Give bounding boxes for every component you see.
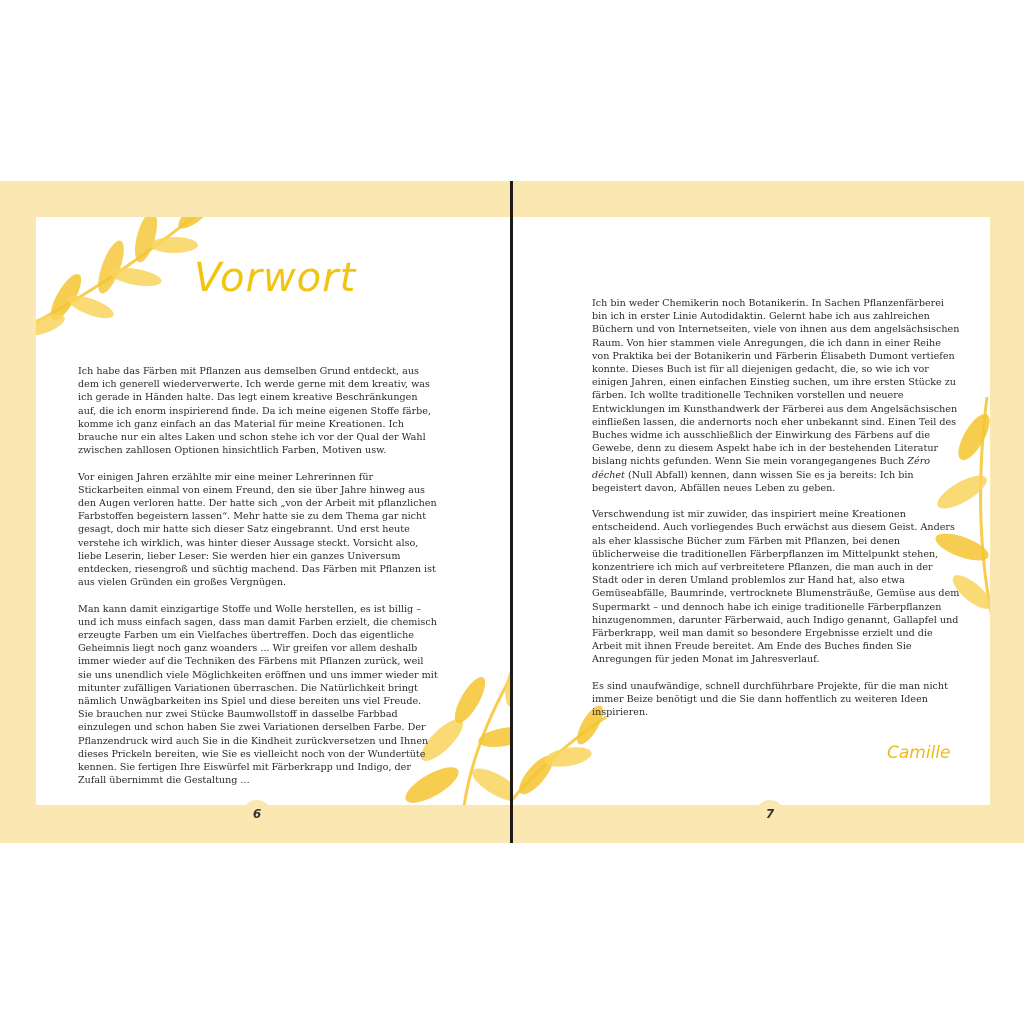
paragraph: Man kann damit einzigartige Stoffe und Wolle herstellen, es ist billig – und ich muss einfach sagen, dass man damit Farben erzielt, die chemisch erzeugte Farben um ein Vielfaches übertreffen. Doch das eigentliche Geheimnis liegt noch ganz woanders ... Wir greifen vor allem deshalb immer wieder auf die Techniken des Färbens mit Pflanzen zurück, weil sie uns unendlich viele Möglichkeiten eröffnen und uns immer wieder mit mitunter zufälligen Variationen überraschen. Die Natürlichkeit bringt nämlich Unwägbarkeiten ins Spiel und diese bereiten uns viel Freude. Sie brauchen nur zwei Stücke Baumwollstoff in dasselbe Farbbad einzulegen und schon haben Sie zwei Variationen derselben Farbe. Der Pflanzendruck wird auch Sie in die Kindheit zurückversetzen und Ihnen dieses Prickeln bereiten, wie Sie es vielleicht noch von der Wundertüte kennen. Sie fertigen Ihre Eiswürfel mit Färberkrapp und Indigo, der Zufall übernimmt die Gestaltung ...	[78, 603, 438, 787]
paragraph: Vor einigen Jahren erzählte mir eine meiner Lehrerinnen für Stickarbeiten einmal von einem Freund, den sie über Jahre hinweg aus den Augen verloren hatte. Der hatte sich „von der Arbeit mit pflanzlichen Farbstoffen begeistern lassen“. Mehr hatte sie zu dem Thema gar nicht gesagt, doch mir hatte sich dieser Satz eingebrannt. Und erst heute verstehe ich wirklich, was hinter dieser Aussage steckt. Vorsicht also, liebe Leserin, lieber Leser: Sie werden hier ein ganzes Universum entdecken, riesengroß und süchtig machend. Das Färben mit Pflanzen ist aus vielen Gründen ein großes Vergnügen.	[78, 471, 437, 589]
paragraph: Ich habe das Färben mit Pflanzen aus demselben Grund entdeckt, aus dem ich generell wiederverwerte. Ich werde gerne mit dem kreativ, was ich gerade in Händen halte. Das legt einem kreative Beschränkungen auf, die ich enorm inspirierend finde. Da ich meine eigenen Stoffe färbe, komme ich ganz einfach an das Material für meine Kreationen. Ich brauche nur ein altes Laken und schon stehe ich vor der Qual der Wahl zwischen zahllosen Optionen hinsichtlich Farben, Motiven usw.	[78, 366, 432, 457]
left-page	[36, 217, 512, 805]
book-spread	[0, 181, 1024, 843]
paragraph: Verschwendung ist mir zuwider, das inspiriert meine Kreationen entscheidend. Auch vorliegendes Buch erwächst aus diesem Geist. Anders als eher klassische Bücher zum Färben mit Pflanzen, bei denen üblicherweise die traditionellen Färberpflanzen im Mittelpunkt stehen, konzentriere ich mich auf verbreitetere Pflanzen, die man auch in der Stadt oder in deren Umland problemlos zur Hand hat, also etwa Gemüseabfälle, Baumrinde, vertrocknete Blumensträuße, Gemüse aus dem Supermarkt – und dennoch habe ich einige traditionelle Färberpflanzen hinzugenommen, darunter Färberwaid, auch Indigo genannt, Gallapfel und Färberkrapp, weil man damit so besondere Ergebnisse erzielt und die Arbeit mit ihnen Freude bereitet. Am Ende des Buches finden Sie Anregungen für jeden Monat im Jahresverlauf.	[592, 509, 960, 666]
page-number-right: 7	[755, 800, 785, 830]
page-title: Vorwort	[194, 255, 357, 301]
author-signature: Camille	[887, 743, 951, 763]
foreword-text-left	[78, 365, 438, 801]
book-title: Zéro déchet	[592, 456, 931, 481]
foreword-text-right	[592, 297, 960, 733]
right-page	[512, 217, 990, 805]
book-fold-line	[510, 181, 513, 843]
page-number-left: 6	[242, 800, 272, 830]
paragraph: Ich bin weder Chemikerin noch Botanikerin. In Sachen Pflanzenfärberei bin ich in erster Linie Autodidaktin. Gelernt habe ich aus zahlreichen Büchern und von Internetseiten, viele von ihnen aus dem angelsächsischen Raum. Von hier stammen viele Anregungen, die ich dann in einer Reihe von Praktika bei der Botanikerin und Färberin Élisabeth Dumont vertiefen konnte. Dieses Buch ist für all diejenigen gedacht, die, so wie ich vor einigen Jahren, einen einfachen Einstieg suchen, um ihre ersten Stücke zu färben. Ich wollte traditionelle Techniken vorstellen und neuere Entwicklungen im Kunsthandwerk der Färberei aus dem Angelsächsischen einfließen lassen, die andernorts noch eher unbekannt sind. Einen Teil des Buches widme ich ausschließlich der Einwirkung des Färbens auf die Gewebe, denn zu diesem Aspekt habe ich in der bestehenden Literatur bislang nichts gefunden. Wenn Sie mein vorangegangenes Buch Zéro déchet (Null Abfall) kennen, dann wissen Sie es ja bereits: Ich bin begeistert davon, Abfällen neues Leben zu geben.	[592, 298, 960, 494]
paragraph: Es sind unaufwändige, schnell durchführbare Projekte, für die man nicht immer Beize benötigt und die Sie dann hoffentlich zu weiteren Ideen inspirieren.	[592, 680, 948, 719]
